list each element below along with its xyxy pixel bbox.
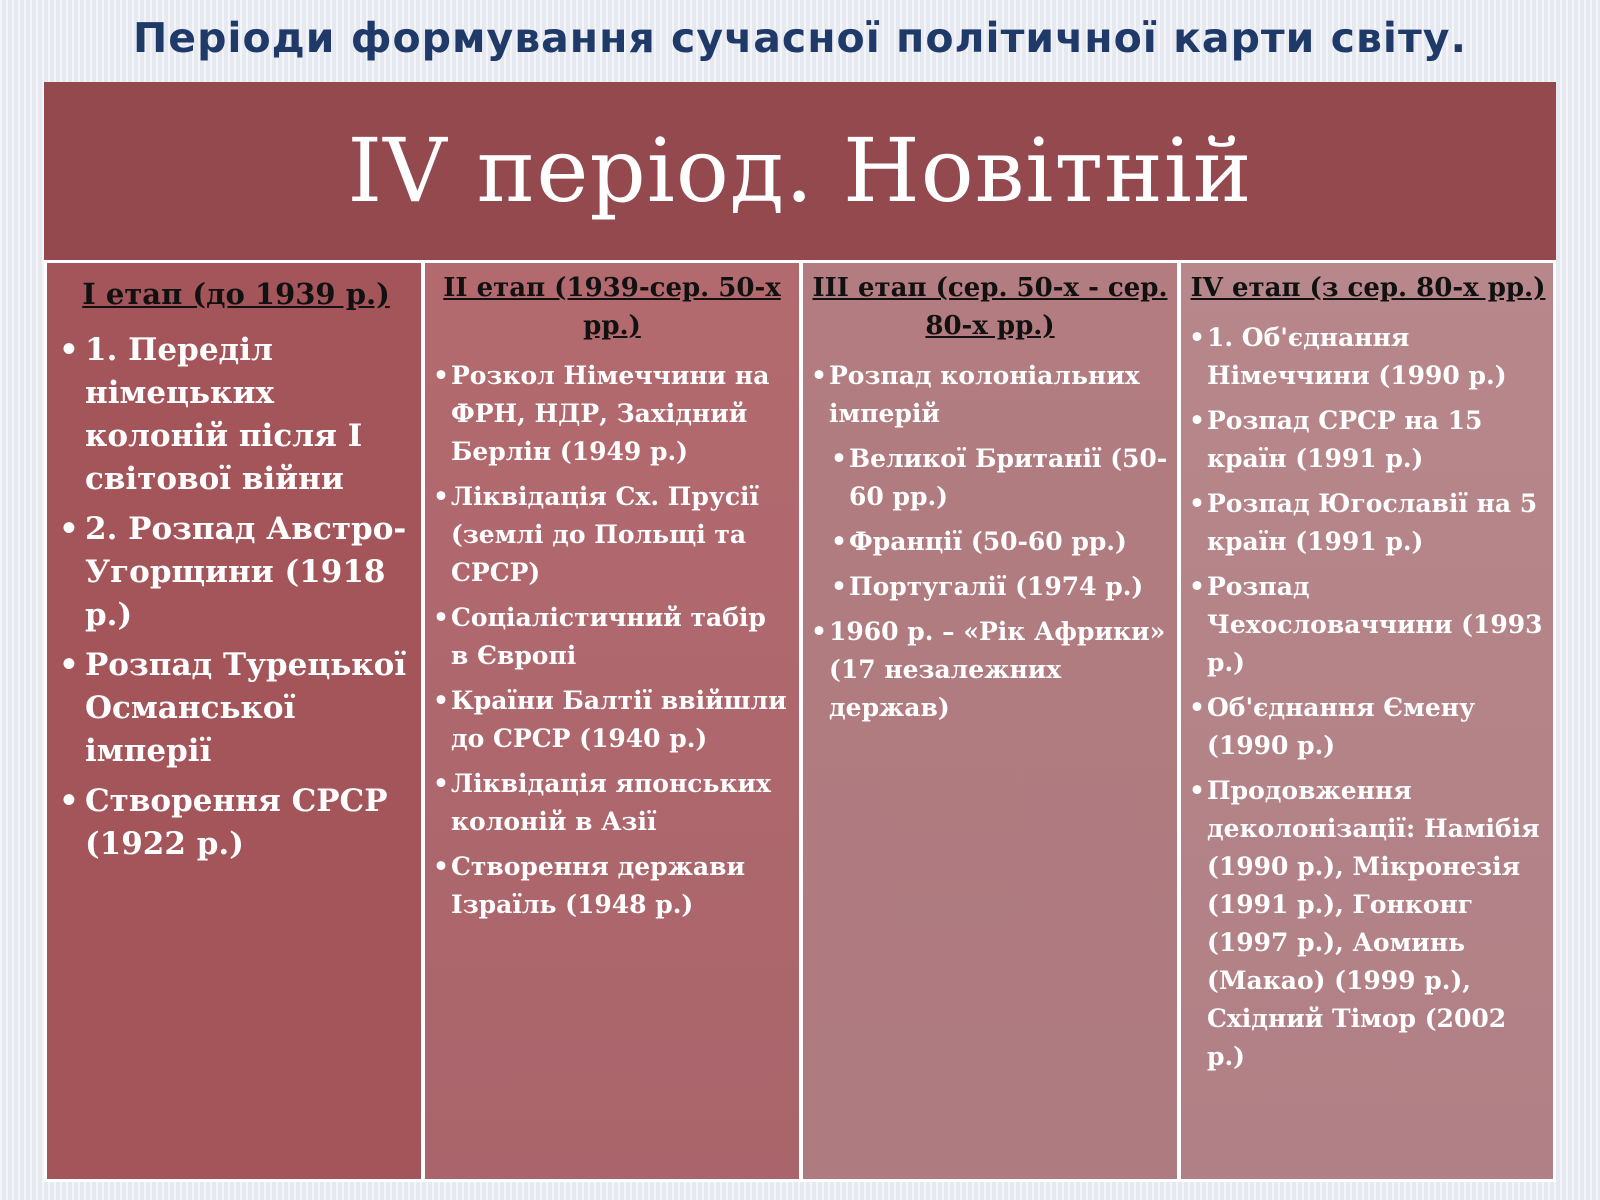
- bullet-icon: •: [59, 783, 79, 819]
- bullet-icon: •: [1189, 323, 1205, 352]
- list-item-text: Розпад СРСР на 15 країн (1991 р.): [1207, 406, 1483, 473]
- bullet-icon: •: [811, 617, 827, 646]
- list-item-text: Країни Балтії ввійшли до СРСР (1940 р.): [451, 686, 787, 753]
- list-item-text: Створення СРСР (1922 р.): [85, 783, 388, 862]
- page-title: Періоди формування сучасної політичної карти світу.: [132, 14, 1468, 62]
- list-item-text: Розпад Турецької Османської імперії: [85, 647, 407, 769]
- bullet-icon: •: [1189, 406, 1205, 435]
- list-item-text: 1. Об'єднання Німеччини (1990 р.): [1207, 323, 1507, 390]
- list-item-text: Великої Британії (50-60 рр.): [849, 444, 1168, 511]
- stage-2-list: [433, 357, 791, 924]
- bullet-icon: •: [433, 769, 449, 798]
- stages-table: [44, 258, 1556, 1186]
- bullet-icon: •: [433, 852, 449, 881]
- list-item-text: Розпад Югославії на 5 країн (1991 р.): [1207, 489, 1538, 556]
- list-subitem: [831, 523, 1169, 561]
- list-item-text: Португалії (1974 р.): [849, 572, 1144, 601]
- stage-4-list: [1189, 319, 1547, 1076]
- list-item: [433, 848, 791, 924]
- list-item-text: Розкол Німеччини на ФРН, НДР, Західний Берлін (1949 р.): [451, 361, 770, 466]
- list-item-text: Ліквідація Сх. Прусії (землі до Польщі та СРСР): [451, 482, 760, 587]
- stage-4-heading: ІV етап (з сер. 80-х рр.): [1190, 273, 1546, 303]
- list-item-text: Соціалістичний табір в Європі: [451, 603, 766, 670]
- list-item-text: 2. Розпад Австро-Угорщини (1918 р.): [85, 511, 407, 633]
- list-item-text: Створення держави Ізраїль (1948 р.): [451, 852, 745, 919]
- list-item: [1189, 689, 1547, 765]
- list-item-text: Розпад Чехословаччини (1993 р.): [1207, 572, 1543, 677]
- bullet-icon: •: [433, 603, 449, 632]
- list-item: [1189, 319, 1547, 395]
- period-banner-title: IV період. Новітній: [347, 118, 1253, 222]
- list-item: [1189, 485, 1547, 561]
- list-item: [433, 765, 791, 841]
- list-item: [433, 357, 791, 471]
- list-subitem: [831, 440, 1169, 516]
- list-item: [59, 644, 413, 773]
- bullet-icon: •: [831, 527, 847, 556]
- bullet-icon: •: [1189, 693, 1205, 722]
- bullet-icon: •: [59, 332, 79, 368]
- bullet-icon: •: [1189, 489, 1205, 518]
- list-item: [1189, 772, 1547, 1076]
- list-item-text: Ліквідація японських колоній в Азії: [451, 769, 771, 836]
- stage-4-column: [1178, 260, 1556, 1182]
- list-item: [1189, 402, 1547, 478]
- bullet-icon: •: [59, 511, 79, 547]
- bullet-icon: •: [1189, 572, 1205, 601]
- list-item: [59, 780, 413, 866]
- list-item-text: Розпад колоніальних імперій: [829, 361, 1140, 428]
- list-item: [433, 478, 791, 592]
- list-item-text: Продовження деколонізації: Намібія (1990 р.), Мікронезія (1991 р.), Гонконг (1997 р.), Аоминь (Макао) (1999 р.), Східний Тімор (2002 р.): [1207, 776, 1540, 1071]
- stage-2-column: [422, 260, 802, 1182]
- list-item-text: 1960 р. – «Рік Африки» (17 незалежних держав): [829, 617, 1166, 722]
- list-item: [811, 357, 1169, 433]
- list-item: [811, 613, 1169, 727]
- list-subitem: [831, 568, 1169, 606]
- stage-1-heading: І етап (до 1939 р.): [82, 277, 390, 311]
- stage-2-heading: ІІ етап (1939-сер. 50-х рр.): [443, 273, 781, 341]
- list-item: [433, 599, 791, 675]
- stage-3-heading: ІІІ етап (сер. 50-х - сер. 80-х рр.): [812, 273, 1168, 341]
- bullet-icon: •: [59, 647, 79, 683]
- list-item: [59, 508, 413, 637]
- stage-3-column: [800, 260, 1180, 1182]
- bullet-icon: •: [831, 572, 847, 601]
- bullet-icon: •: [831, 444, 847, 473]
- list-item-text: Франції (50-60 рр.): [849, 527, 1127, 556]
- bullet-icon: •: [433, 361, 449, 390]
- stage-3-list: [811, 357, 1169, 727]
- list-item: [59, 329, 413, 501]
- bullet-icon: •: [433, 482, 449, 511]
- bullet-icon: •: [1189, 776, 1205, 805]
- content-panel: [44, 82, 1556, 1180]
- bullet-icon: •: [811, 361, 827, 390]
- list-item-text: 1. Переділ німецьких колоній після І світової війни: [85, 332, 363, 497]
- list-item: [1189, 568, 1547, 682]
- stage-1-column: [44, 260, 424, 1182]
- list-item: [433, 682, 791, 758]
- list-item-text: Об'єднання Ємену (1990 р.): [1207, 693, 1476, 760]
- bullet-icon: •: [433, 686, 449, 715]
- stage-1-list: [59, 329, 413, 866]
